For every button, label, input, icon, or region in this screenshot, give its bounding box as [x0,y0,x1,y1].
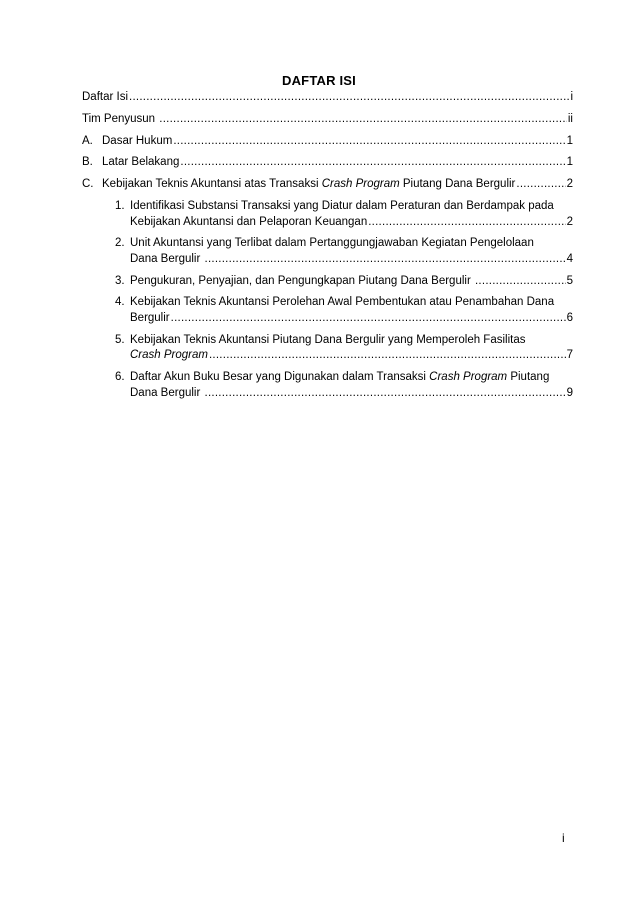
toc-entry-latar-belakang[interactable] [82,155,573,171]
toc-entry-first-line [130,370,573,386]
toc-entry-text-italic: Crash Program [130,349,208,362]
table-of-contents [82,90,573,408]
toc-entry-number: 6. [115,371,125,384]
toc-leader-dots [368,215,565,231]
toc-entry-text [102,177,515,193]
toc-entry-text [130,348,208,364]
toc-entry-tim-penyusun[interactable] [82,112,573,128]
toc-subentry-6[interactable] [82,370,573,401]
toc-entry-first-line: Kebijakan Teknis Akuntansi Piutang Dana Bergulir yang Memperoleh Fasilitas [130,333,526,346]
toc-entry-number: A. [82,134,93,147]
toc-page-number: 9 [566,386,573,399]
toc-subentry-4[interactable] [82,295,573,326]
toc-entry-text: Dana Bergulir [130,386,204,399]
toc-page-number: 6 [566,312,573,325]
toc-page-number: 7 [566,349,573,362]
toc-leader-dots [475,274,566,290]
toc-page-number: ii [567,112,573,125]
toc-entry-first-line-before: Daftar Akun Buku Besar yang Digunakan dalam Transaksi [130,371,430,384]
toc-subentry-3[interactable] [82,274,573,290]
toc-entry-first-line-after: Piutang [507,371,550,384]
toc-entry-number: 3. [115,274,125,287]
toc-page-number: 4 [566,252,573,265]
toc-leader-dots [205,252,566,268]
toc-leader-dots [209,348,566,364]
toc-entry-text: Kebijakan Akuntansi dan Pelaporan Keuangan [130,215,368,228]
toc-entry-first-line: Kebijakan Teknis Akuntansi Perolehan Awal Pembentukan atau Penambahan Dana [130,296,555,309]
toc-entry-text: Tim Penyusun [82,112,159,125]
toc-entry-first-line-italic: Crash Program [429,371,508,384]
page-title: DAFTAR ISI [282,73,356,88]
toc-entry-text-before: Kebijakan Teknis Akuntansi atas Transaksi [102,178,322,191]
toc-page-number: 1 [566,156,573,169]
toc-leader-dots [129,90,569,106]
toc-entry-first-line: Unit Akuntansi yang Terlibat dalam Pertanggungjawaban Kegiatan Pengelolaan [130,237,534,250]
toc-page-number: i [570,91,573,103]
toc-entry-text: Bergulir [130,312,170,325]
toc-entry-number: 1. [115,199,125,212]
toc-entry-number: 2. [115,237,125,250]
toc-entry-text: Latar Belakang [102,156,180,169]
toc-leader-dots [516,177,565,193]
toc-leader-dots [173,134,565,150]
toc-entry-kebijakan-teknis[interactable] [82,177,573,193]
toc-subentry-5[interactable] [82,333,573,364]
toc-subentry-2[interactable] [82,236,573,267]
toc-leader-dots [205,386,566,402]
toc-entry-text: Daftar Isi [82,91,129,103]
toc-entry-daftar-isi[interactable] [82,90,573,106]
toc-entry-dasar-hukum[interactable] [82,134,573,150]
toc-entry-number: 5. [115,333,125,346]
toc-entry-text: Dasar Hukum [102,134,173,147]
toc-entry-first-line: Identifikasi Substansi Transaksi yang Diatur dalam Peraturan dan Berdampak pada [130,199,554,212]
toc-page-number: 1 [566,134,573,147]
toc-entry-text: Dana Bergulir [130,252,204,265]
toc-leader-dots [159,112,567,128]
toc-entry-text-italic: Crash Program [321,178,400,191]
toc-page-number: 5 [566,274,573,287]
toc-entry-text-after: Piutang Dana Bergulir [399,178,516,191]
toc-entry-number: 4. [115,296,125,309]
page-footer-number: i [562,831,565,845]
toc-leader-dots [180,155,565,171]
toc-leader-dots [171,311,566,327]
toc-entry-text: Pengukuran, Penyajian, dan Pengungkapan Piutang Dana Bergulir [130,274,474,287]
toc-page-number: 2 [566,178,573,191]
toc-entry-number: C. [82,178,94,191]
toc-page-number: 2 [566,215,573,228]
toc-entry-number: B. [82,156,93,169]
toc-subentry-1[interactable] [82,199,573,230]
